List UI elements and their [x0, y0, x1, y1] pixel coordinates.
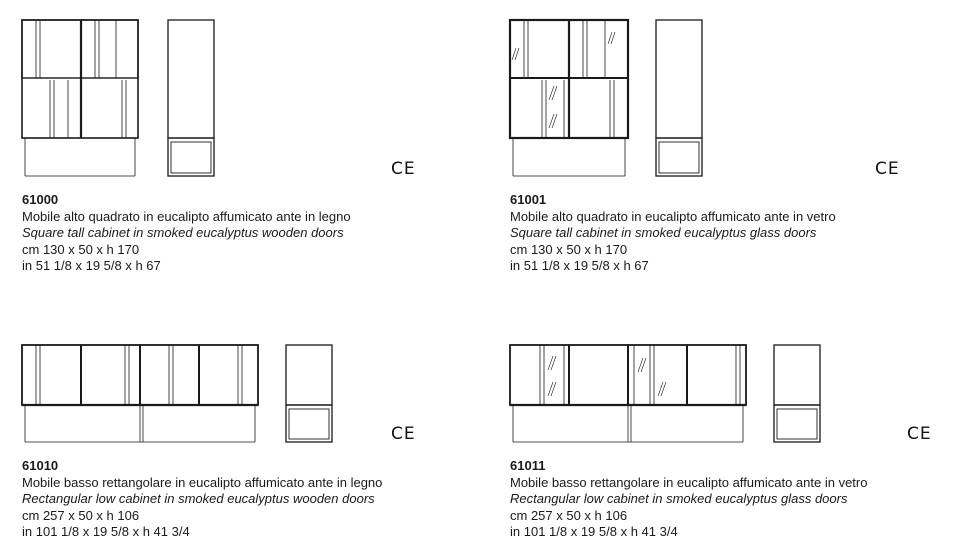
- product-code: 61011: [510, 458, 546, 473]
- product-dims-in: in 51 1/8 x 19 5/8 x h 67: [510, 258, 649, 273]
- product-title-it: Mobile basso rettangolare in eucalipto affumicato ante in legno: [22, 474, 383, 490]
- product-title-en: Rectangular low cabinet in smoked eucalyptus wooden doors: [22, 491, 375, 506]
- product-caption-61011: [510, 458, 867, 541]
- front-view-low-glass: [510, 345, 746, 442]
- product-title-it: Mobile basso rettangolare in eucalipto affumicato ante in vetro: [510, 474, 868, 490]
- ce-mark-icon: CE: [391, 159, 416, 179]
- product-title-it: Mobile alto quadrato in eucalipto affumicato ante in vetro: [510, 208, 836, 224]
- product-code: 61010: [22, 458, 59, 473]
- product-dims-cm: cm 130 x 50 x h 170: [510, 241, 628, 257]
- product-dims-cm: cm 257 x 50 x h 106: [22, 507, 140, 523]
- product-title-en: Square tall cabinet in smoked eucalyptus wooden doors: [22, 225, 344, 240]
- product-dims-in: in 101 1/8 x 19 5/8 x h 41 3/4: [22, 524, 190, 539]
- ce-mark-icon: CE: [907, 424, 932, 444]
- product-title-it: Mobile alto quadrato in eucalipto affumicato ante in legno: [22, 208, 351, 224]
- product-title-en: Rectangular low cabinet in smoked eucalyptus glass doors: [510, 491, 848, 506]
- side-view-low: [774, 345, 820, 442]
- ce-mark-icon: CE: [875, 159, 900, 179]
- product-title-en: Square tall cabinet in smoked eucalyptus glass doors: [510, 225, 817, 240]
- ce-mark-icon: CE: [391, 424, 416, 444]
- product-dims-cm: cm 130 x 50 x h 170: [22, 241, 140, 257]
- product-dims-in: in 51 1/8 x 19 5/8 x h 67: [22, 258, 161, 273]
- product-dims-in: in 101 1/8 x 19 5/8 x h 41 3/4: [510, 524, 678, 539]
- product-code: 61000: [22, 192, 59, 207]
- product-code: 61001: [510, 192, 547, 207]
- product-dims-cm: cm 257 x 50 x h 106: [510, 507, 628, 523]
